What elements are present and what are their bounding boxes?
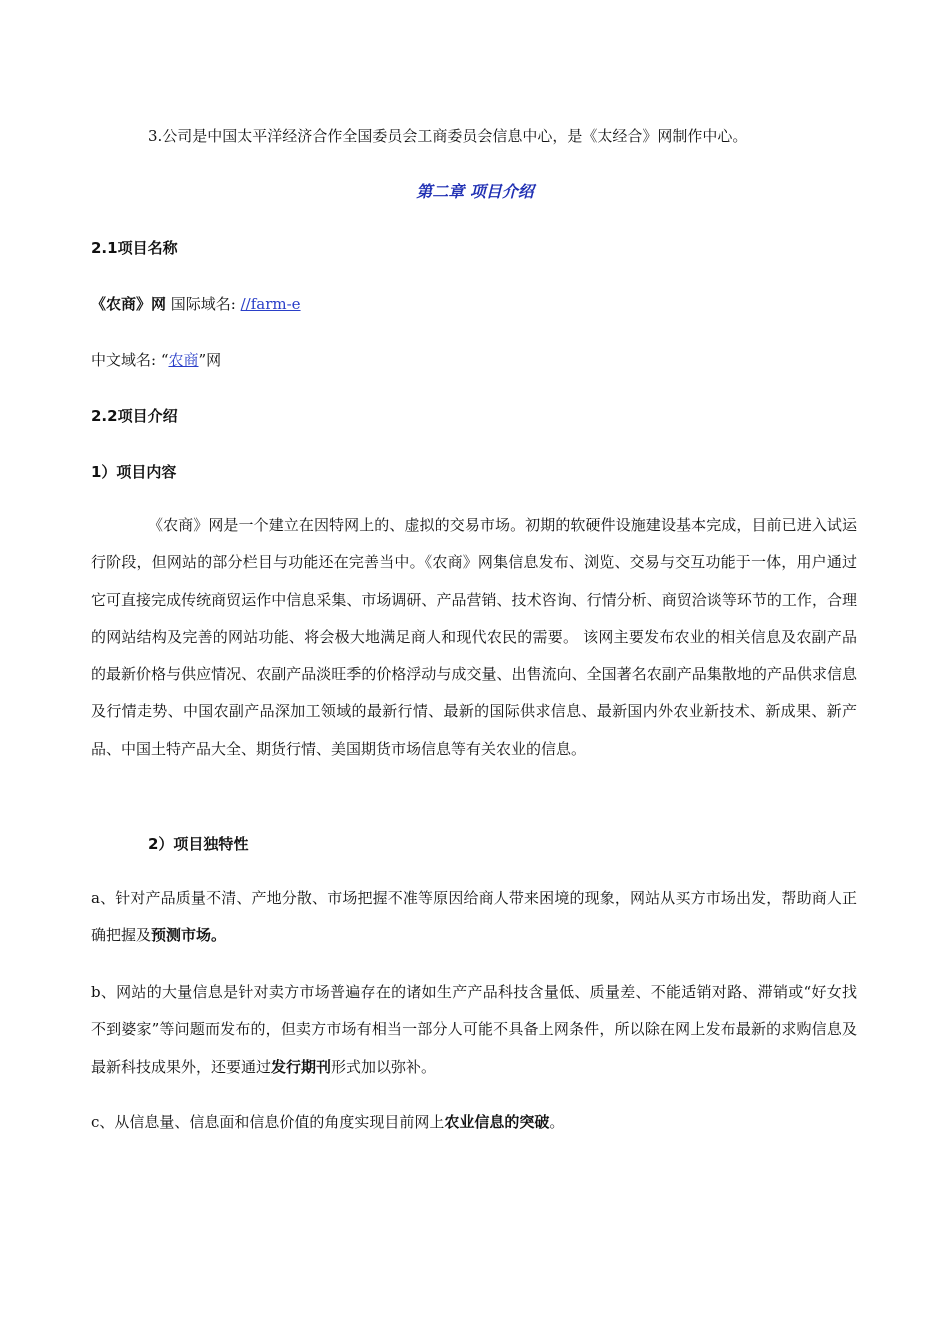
item-c-bold: 农业信息的突破: [444, 1113, 550, 1131]
item-c-text: c、从信息量、信息面和信息价值的角度实现目前网上: [91, 1113, 445, 1131]
item-a-text: a、针对产品质量不清、产地分散、市场把握不准等原因给商人带来困境的现象，网站从买方市场出发，帮助商人正确把握及: [91, 889, 857, 945]
item-a-bold: 预测市场。: [151, 926, 227, 945]
cn-domain-label: 中文域名: “: [91, 351, 169, 369]
item-c-tail: 。: [549, 1113, 565, 1131]
item-c-paragraph: [91, 1104, 857, 1141]
intro-line: 3.公司是中国太平洋经济合作全国委员会工商委员会信息中心，是《太经合》网制作中心。: [148, 127, 748, 145]
section-2-1-heading: 2.1项目名称: [91, 239, 178, 257]
intl-domain-link[interactable]: //farm-e: [240, 295, 301, 313]
intl-domain-label: 国际域名:: [166, 295, 241, 313]
sub2-heading: 2）项目独特性: [148, 835, 249, 853]
section-2-2-heading: 2.2项目介绍: [91, 407, 178, 425]
project-name: 《农商》网: [91, 295, 167, 313]
cn-domain-suffix: ”网: [198, 351, 222, 369]
cn-domain-line: [91, 350, 221, 370]
item-b-tail: 形式加以弥补。: [331, 1057, 437, 1076]
item-b-bold: 发行期刊: [271, 1057, 332, 1076]
project-name-line: [91, 294, 301, 314]
item-a-paragraph: [91, 880, 857, 955]
chapter-title: 第二章 项目介绍: [416, 182, 534, 201]
cn-domain-link[interactable]: 农商: [168, 351, 199, 369]
item-b-text: b、网站的大量信息是针对卖方市场普遍存在的诸如生产产品科技含量低、质量差、不能适销对路、滞销或“好女找不到婆家”等问题而发布的，但卖方市场有相当一部分人可能不具备上网条件，所以除在网上发布最新的求购信息及最新科技成果外，还要通过: [91, 983, 857, 1076]
sub1-heading: 1）项目内容: [91, 463, 177, 481]
item-b-paragraph: [91, 974, 857, 1086]
project-content-paragraph: 《农商》网是一个建立在因特网上的、虚拟的交易市场。初期的软硬件设施建设基本完成，目前已进入试运行阶段，但网站的部分栏目与功能还在完善当中。《农商》网集信息发布、浏览、交易与交互功能于一体，用户通过它可直接完成传统商贸运作中信息采集、市场调研、产品营销、技术咨询、行情分析、商贸洽谈等环节的工作，合理的网站结构及完善的网站功能、将会极大地满足商人和现代农民的需要。 该网主要发布农业的相关信息及农副产品的最新价格与供应情况、农副产品淡旺季的价格浮动与成交量、出售流向、全国著名农副产品集散地的产品供求信息及行情走势、中国农副产品深加工领域的最新行情、最新的国际供求信息、最新国内外农业新技术、新成果、新产品、中国土特产品大全、期货行情、美国期货市场信息等有关农业的信息。: [91, 516, 857, 758]
